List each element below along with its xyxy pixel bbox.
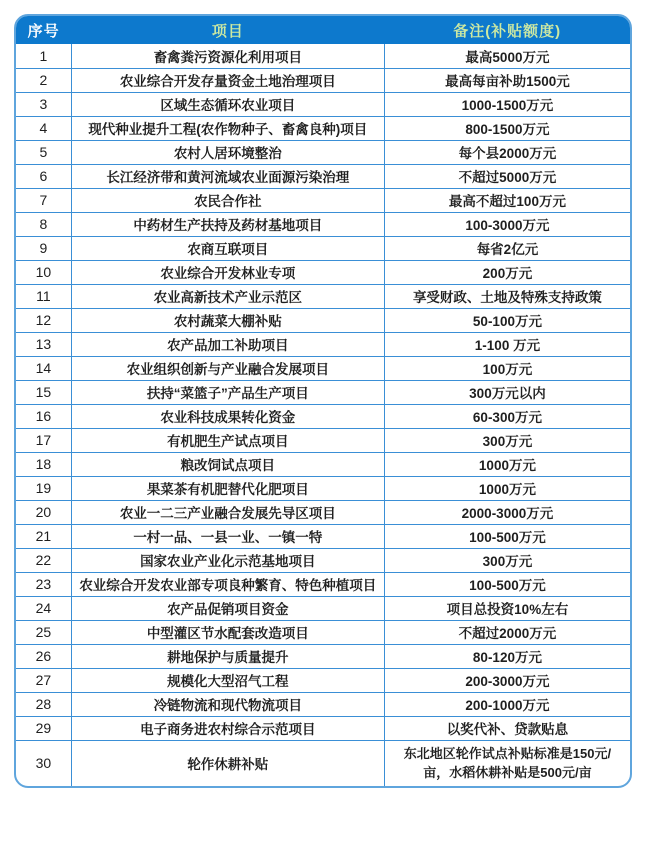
remark-cell: 1000-1500万元 bbox=[384, 92, 630, 116]
remark-cell: 享受财政、土地及特殊支持政策 bbox=[384, 284, 630, 308]
table-row bbox=[16, 644, 630, 668]
project-cell: 农村蔬菜大棚补贴 bbox=[71, 308, 384, 332]
project-cell: 农业组织创新与产业融合发展项目 bbox=[71, 356, 384, 380]
project-cell: 畜禽粪污资源化利用项目 bbox=[71, 44, 384, 68]
table-row bbox=[16, 308, 630, 332]
project-cell: 农产品加工补助项目 bbox=[71, 332, 384, 356]
serial-cell: 23 bbox=[16, 572, 71, 596]
serial-cell: 28 bbox=[16, 692, 71, 716]
remark-cell: 东北地区轮作试点补贴标准是150元/亩，水稻休耕补贴是500元/亩 bbox=[403, 745, 612, 781]
subsidy-table bbox=[16, 16, 630, 786]
project-cell: 农商互联项目 bbox=[71, 236, 384, 260]
remark-cell: 项目总投资10%左右 bbox=[384, 596, 630, 620]
serial-cell: 29 bbox=[16, 716, 71, 740]
table-row bbox=[16, 116, 630, 140]
table-row bbox=[16, 548, 630, 572]
table-row bbox=[16, 92, 630, 116]
project-cell: 扶持“菜篮子”产品生产项目 bbox=[71, 380, 384, 404]
table-row bbox=[16, 428, 630, 452]
remark-cell: 100万元 bbox=[384, 356, 630, 380]
remark-cell: 每个县2000万元 bbox=[384, 140, 630, 164]
remark-cell: 60-300万元 bbox=[384, 404, 630, 428]
project-cell: 农业综合开发农业部专项良种繁育、特色种植项目 bbox=[71, 572, 384, 596]
table-row bbox=[16, 596, 630, 620]
serial-cell: 7 bbox=[16, 188, 71, 212]
table-row bbox=[16, 404, 630, 428]
remark-cell: 80-120万元 bbox=[384, 644, 630, 668]
project-cell: 一村一品、一县一业、一镇一特 bbox=[71, 524, 384, 548]
serial-cell: 11 bbox=[16, 284, 71, 308]
project-cell: 农业高新技术产业示范区 bbox=[71, 284, 384, 308]
serial-cell: 10 bbox=[16, 260, 71, 284]
remark-cell: 300万元 bbox=[384, 428, 630, 452]
header-row bbox=[16, 16, 630, 44]
remark-cell: 不超过5000万元 bbox=[384, 164, 630, 188]
remark-cell: 1000万元 bbox=[384, 452, 630, 476]
table-row bbox=[16, 284, 630, 308]
table-row bbox=[16, 236, 630, 260]
table-row bbox=[16, 164, 630, 188]
serial-cell: 12 bbox=[16, 308, 71, 332]
column-header-serial: 序号 bbox=[16, 16, 71, 44]
table-row bbox=[16, 452, 630, 476]
remark-cell: 300万元以内 bbox=[384, 380, 630, 404]
remark-cell: 1000万元 bbox=[384, 476, 630, 500]
project-cell: 长江经济带和黄河流域农业面源污染治理 bbox=[71, 164, 384, 188]
project-cell: 规模化大型沼气工程 bbox=[71, 668, 384, 692]
table-row bbox=[16, 740, 630, 786]
remark-cell: 最高每亩补助1500元 bbox=[384, 68, 630, 92]
remark-cell: 50-100万元 bbox=[384, 308, 630, 332]
project-cell: 农业综合开发存量资金土地治理项目 bbox=[71, 68, 384, 92]
remark-cell: 以奖代补、贷款贴息 bbox=[384, 716, 630, 740]
project-cell: 轮作休耕补贴 bbox=[71, 740, 384, 786]
remark-cell: 100-500万元 bbox=[384, 524, 630, 548]
serial-cell: 15 bbox=[16, 380, 71, 404]
serial-cell: 13 bbox=[16, 332, 71, 356]
project-cell: 电子商务进农村综合示范项目 bbox=[71, 716, 384, 740]
table-row bbox=[16, 188, 630, 212]
table-row bbox=[16, 476, 630, 500]
remark-cell: 200万元 bbox=[384, 260, 630, 284]
remark-cell: 200-3000万元 bbox=[384, 668, 630, 692]
table-row bbox=[16, 212, 630, 236]
table-row bbox=[16, 524, 630, 548]
project-cell: 农业综合开发林业专项 bbox=[71, 260, 384, 284]
table-row bbox=[16, 716, 630, 740]
table-row bbox=[16, 620, 630, 644]
remark-cell: 最高5000万元 bbox=[384, 44, 630, 68]
serial-cell: 2 bbox=[16, 68, 71, 92]
serial-cell: 9 bbox=[16, 236, 71, 260]
serial-cell: 30 bbox=[16, 740, 71, 786]
serial-cell: 20 bbox=[16, 500, 71, 524]
remark-cell: 100-3000万元 bbox=[384, 212, 630, 236]
project-cell: 国家农业产业化示范基地项目 bbox=[71, 548, 384, 572]
serial-cell: 24 bbox=[16, 596, 71, 620]
project-cell: 农村人居环境整治 bbox=[71, 140, 384, 164]
table-row bbox=[16, 668, 630, 692]
remark-cell: 300万元 bbox=[384, 548, 630, 572]
project-cell: 农民合作社 bbox=[71, 188, 384, 212]
table-body bbox=[16, 44, 630, 786]
serial-cell: 17 bbox=[16, 428, 71, 452]
serial-cell: 1 bbox=[16, 44, 71, 68]
serial-cell: 27 bbox=[16, 668, 71, 692]
remark-cell: 100-500万元 bbox=[384, 572, 630, 596]
column-header-remark: 备注(补贴额度) bbox=[384, 16, 630, 44]
project-cell: 有机肥生产试点项目 bbox=[71, 428, 384, 452]
serial-cell: 6 bbox=[16, 164, 71, 188]
project-cell: 耕地保护与质量提升 bbox=[71, 644, 384, 668]
project-cell: 果菜茶有机肥替代化肥项目 bbox=[71, 476, 384, 500]
serial-cell: 4 bbox=[16, 116, 71, 140]
project-cell: 农业一二三产业融合发展先导区项目 bbox=[71, 500, 384, 524]
project-cell: 区域生态循环农业项目 bbox=[71, 92, 384, 116]
table-header bbox=[16, 16, 630, 44]
remark-cell: 每省2亿元 bbox=[384, 236, 630, 260]
project-cell: 农业科技成果转化资金 bbox=[71, 404, 384, 428]
table-row bbox=[16, 68, 630, 92]
serial-cell: 25 bbox=[16, 620, 71, 644]
project-cell: 中型灌区节水配套改造项目 bbox=[71, 620, 384, 644]
serial-cell: 14 bbox=[16, 356, 71, 380]
serial-cell: 19 bbox=[16, 476, 71, 500]
remark-cell: 2000-3000万元 bbox=[384, 500, 630, 524]
column-header-project: 项目 bbox=[71, 16, 384, 44]
serial-cell: 26 bbox=[16, 644, 71, 668]
serial-cell: 3 bbox=[16, 92, 71, 116]
table-row bbox=[16, 140, 630, 164]
serial-cell: 18 bbox=[16, 452, 71, 476]
serial-cell: 8 bbox=[16, 212, 71, 236]
serial-cell: 16 bbox=[16, 404, 71, 428]
project-cell: 中药材生产扶持及药材基地项目 bbox=[71, 212, 384, 236]
remark-cell: 最高不超过100万元 bbox=[384, 188, 630, 212]
table-row bbox=[16, 332, 630, 356]
remark-cell: 200-1000万元 bbox=[384, 692, 630, 716]
table-row bbox=[16, 380, 630, 404]
subsidy-table-card bbox=[14, 14, 632, 788]
project-cell: 农产品促销项目资金 bbox=[71, 596, 384, 620]
project-cell: 冷链物流和现代物流项目 bbox=[71, 692, 384, 716]
remark-cell: 800-1500万元 bbox=[384, 116, 630, 140]
project-cell: 粮改饲试点项目 bbox=[71, 452, 384, 476]
table-row bbox=[16, 260, 630, 284]
table-row bbox=[16, 356, 630, 380]
serial-cell: 5 bbox=[16, 140, 71, 164]
serial-cell: 22 bbox=[16, 548, 71, 572]
serial-cell: 21 bbox=[16, 524, 71, 548]
table-row bbox=[16, 500, 630, 524]
table-row bbox=[16, 572, 630, 596]
project-cell: 现代种业提升工程(农作物种子、畜禽良种)项目 bbox=[71, 116, 384, 140]
remark-cell: 不超过2000万元 bbox=[384, 620, 630, 644]
table-row bbox=[16, 692, 630, 716]
remark-cell: 1-100 万元 bbox=[384, 332, 630, 356]
table-row bbox=[16, 44, 630, 68]
